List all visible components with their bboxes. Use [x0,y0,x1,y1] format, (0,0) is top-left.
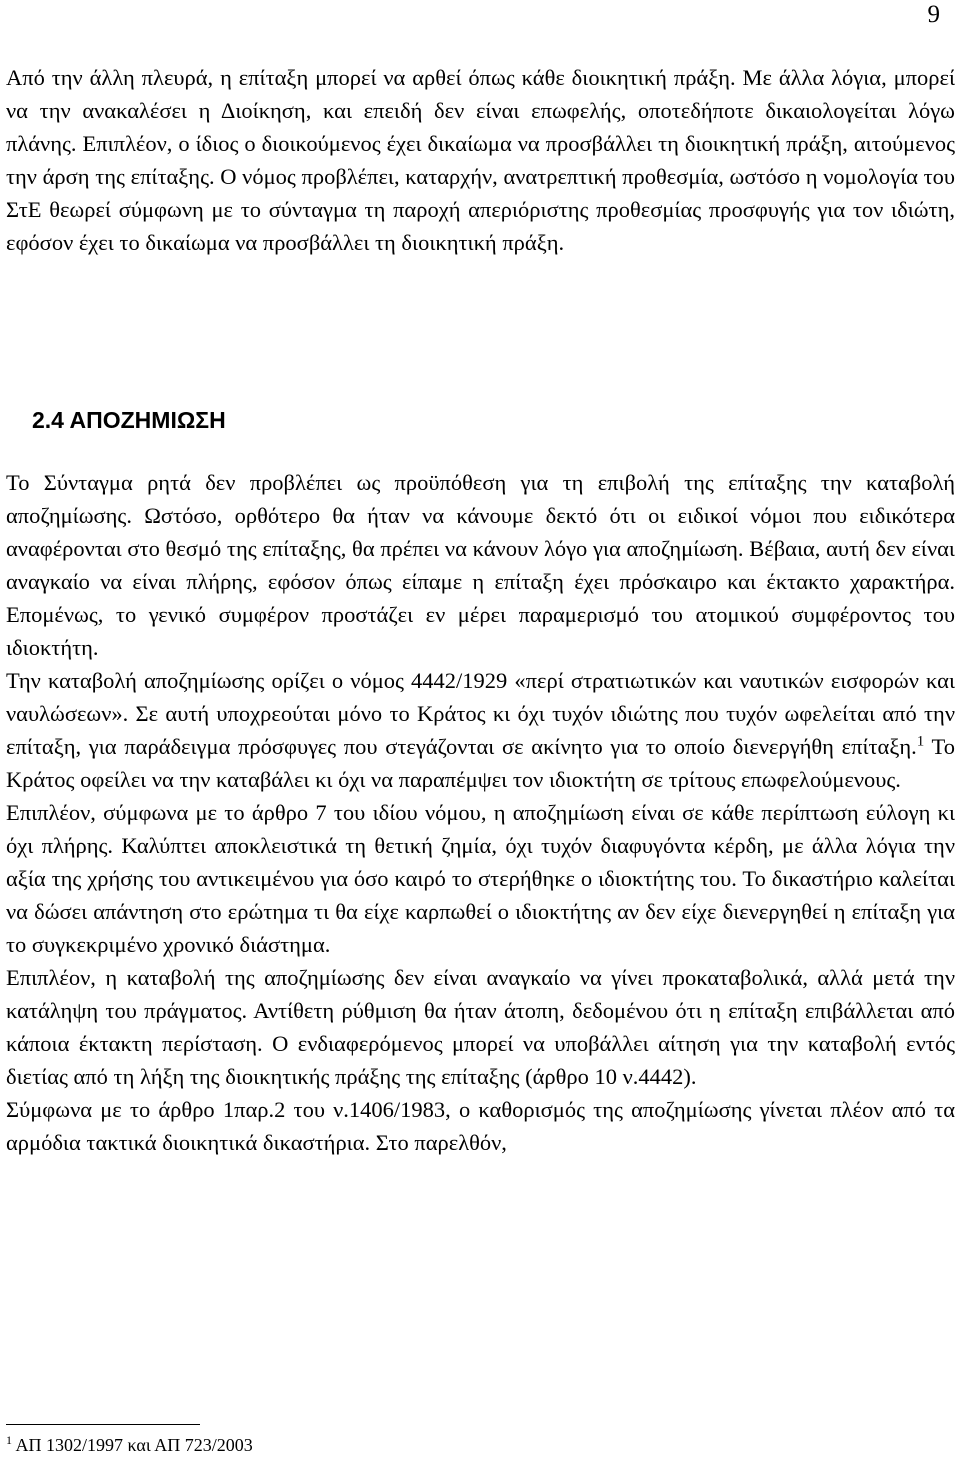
intro-paragraph-block [6,61,955,259]
footnote-separator [6,1424,200,1425]
paragraph: Το Σύνταγμα ρητά δεν προβλέπει ως προϋπόθεση για τη επιβολή της επίταξης την καταβολή αποζημίωσης. Ωστόσο, ορθότερο θα ήταν να κάνουμε δεκτό ότι οι ειδικοί νόμοι που ειδικότερα αναφέρονται στο θεσμό της επίταξης, θα πρέπει να κάνουν λόγο για αποζημίωση. Βέβαια, αυτή δεν είναι αναγκαίο να είναι πλήρης, εφόσον όπως είπαμε η επίταξη έχει πρόσκαιρο και έκτακτο χαρακτήρα. Επομένως, το γενικό συμφέρον προστάζει εν μέρει παραμερισμό του ατομικού συμφέροντος του ιδιοκτήτη. [6,470,955,660]
paragraph-text: Το Κράτος οφείλει να την καταβάλει κι όχι να παραπέμψει τον ιδιοκτήτη σε τρίτους επωφελούμενους. [6,734,955,792]
footnote-text: ΑΠ 1302/1997 και ΑΠ 723/2003 [12,1435,253,1455]
paragraph: Επιπλέον, σύμφωνα με το άρθρο 7 του ιδίου νόμου, η αποζημίωση είναι σε κάθε περίπτωση εύλογη κι όχι πλήρης. Καλύπτει αποκλειστικά τη θετική ζημία, όχι τυχόν διαφυγόντα κέρδη, με άλλα λόγια την αξία της χρήσης του αντικειμένου για όσο καιρό το στερήθηκε ο ιδιοκτήτης του. Το δικαστήριο καλείται να δώσει απάντηση στο ερώτημα τι θα είχε καρπωθεί ο ιδιοκτήτης αν δεν είχε διενεργηθεί η επίταξη για το συγκεκριμένο χρονικό διάστημα. [6,800,955,957]
page-number: 9 [927,1,940,28]
paragraph-text: Την καταβολή αποζημίωσης ορίζει ο νόμος 4442/1929 «περί στρατιωτικών και ναυτικών εισφορών και ναυλώσεων». Σε αυτή υποχρεούται μόνο το Κράτος κι όχι τυχόν ιδιώτης που τυχόν ωφελείται από την επίταξη, για παράδειγμα πρόσφυγες που στεγάζονται σε ακίνητο για το οποίο διενεργήθη επίταξη. [6,668,955,759]
section-heading: 2.4 ΑΠΟΖΗΜΙΩΣΗ [32,407,226,433]
footnote [6,1432,253,1458]
paragraph: Επιπλέον, η καταβολή της αποζημίωσης δεν είναι αναγκαίο να γίνει προκαταβολικά, αλλά μετά την κατάληψη του πράγματος. Αντίθετη ρύθμιση θα ήταν άτοπη, δεδομένου ότι η επίταξη επιβάλλεται από κάποια έκτακτη περίσταση. Ο ενδιαφερόμενος μπορεί να υποβάλλει αίτηση για την καταβολή εντός διετίας από τη λήξη της διοικητικής πράξης της επίταξης (άρθρο 10 ν.4442). [6,965,955,1089]
section-body [6,466,955,1159]
paragraph: Από την άλλη πλευρά, η επίταξη μπορεί να αρθεί όπως κάθε διοικητική πράξη. Με άλλα λόγια, μπορεί να την ανακαλέσει η Διοίκηση, και επειδή δεν είναι επωφελής, οποτεδήποτε δικαιολογείται λόγω πλάνης. Επιπλέον, ο ίδιος ο διοικούμενος έχει δικαίωμα να προσβάλλει τη διοικητική πράξη, αιτούμενος την άρση της επίταξης. Ο νόμος προβλέπει, καταρχήν, ανατρεπτική προθεσμία, ωστόσο η νομολογία του ΣτΕ θεωρεί σύμφωνη με το σύνταγμα τη παροχή απεριόριστης προθεσμίας προσφυγής για τον ιδιώτη, εφόσον έχει το δικαίωμα να προσβάλλει τη διοικητική πράξη. [6,65,955,255]
paragraph: Σύμφωνα με το άρθρο 1παρ.2 του ν.1406/1983, ο καθορισμός της αποζημίωσης γίνεται πλέον από τα αρμόδια τακτικά διοικητικά δικαστήρια. Στο παρελθόν, [6,1097,955,1155]
footnote-reference: 1 [916,733,925,750]
footnote-mark: 1 [6,1433,12,1447]
paragraph [6,664,955,796]
